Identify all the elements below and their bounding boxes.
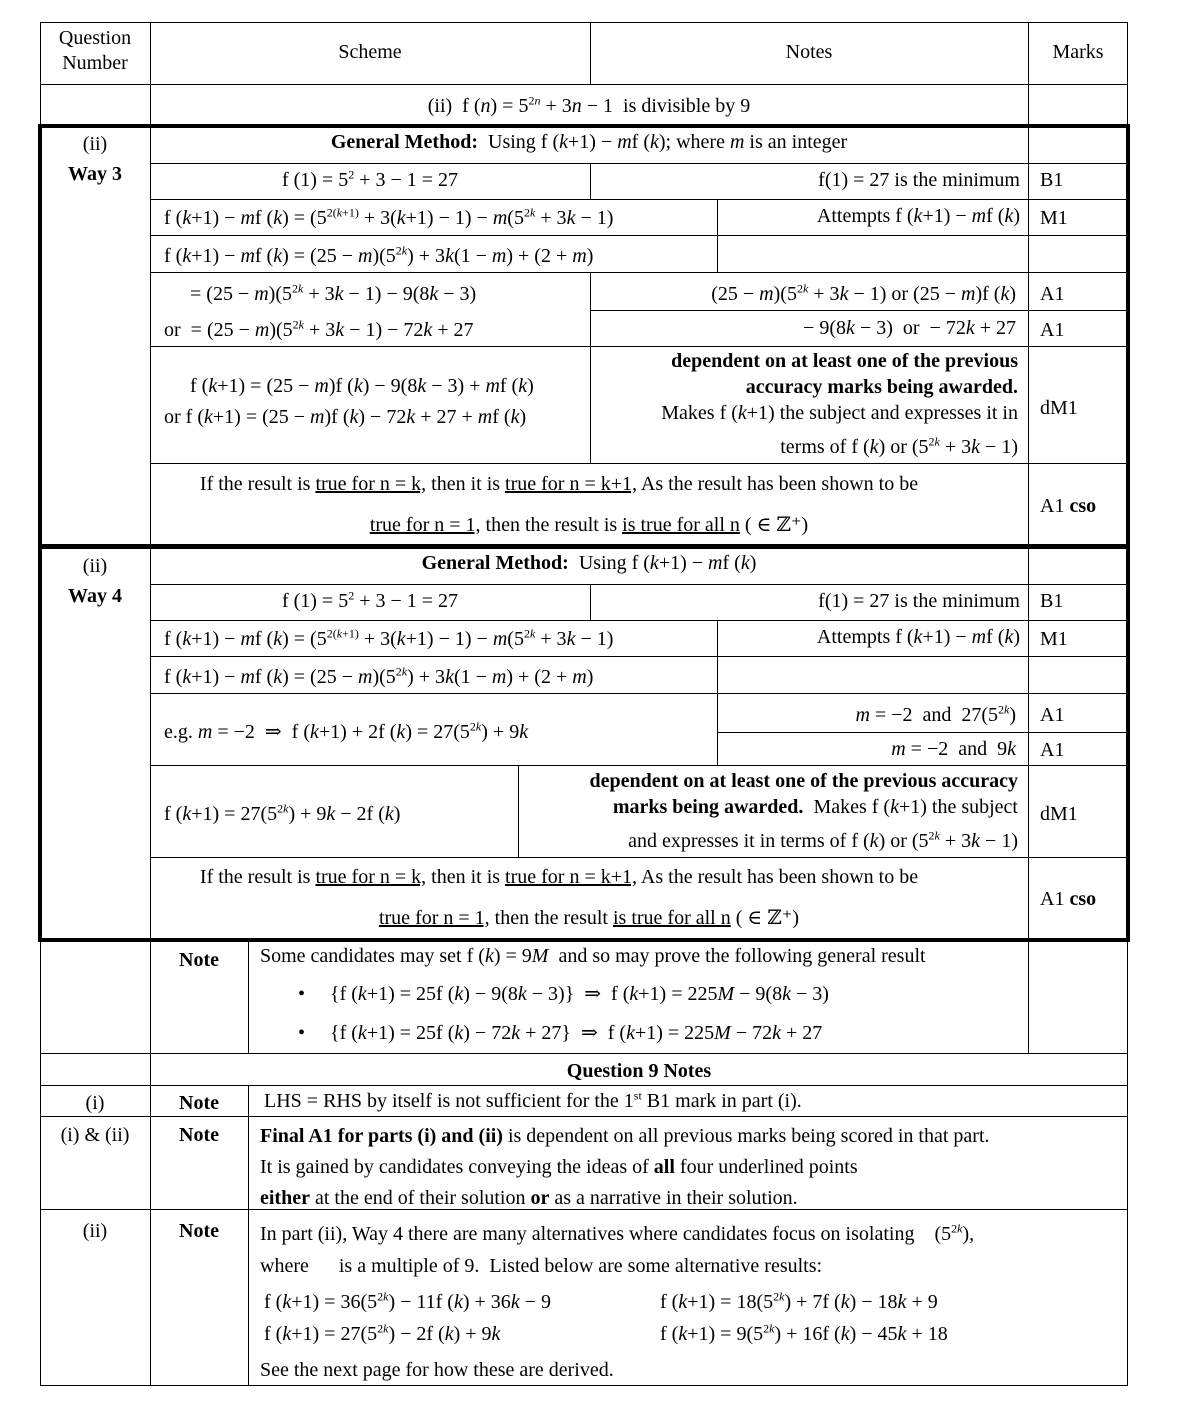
rule [1028,22,1029,1054]
way3-conclusion-text-a: If the result is [199,473,311,495]
note-3-alts-row2 [260,1318,1120,1354]
way3-conclusion-mark-a1: A1 [1040,495,1065,517]
rule [40,1209,1128,1210]
note-2-text [260,1121,1120,1214]
way3-row-expand-scheme: f (k+1) − mf $(k) = (25 - m)(5^{2k}) + 3k(1 - m) + (2 + m)$ [164,243,594,267]
note-2-line1: is dependent on all previous marks being scored in that part. [507,1125,990,1147]
note-2-line2a: It is gained by candidates conveying the ideas of [260,1156,649,1178]
general-note-label: Note [179,949,219,971]
way3-dm-note [600,348,1018,460]
way3-dm-mark: dM1 [1040,397,1078,419]
rule [150,857,1128,858]
note-3-part: (ii) [82,1220,108,1242]
way3-conclusion-point-2: true for n = k+1, [505,473,638,495]
way4-row-m1-scheme: f (k+1) − mf $(k) = (5^{2(k+1)} + 3(k+1) - 1) - m(5^{2k} + 3k - 1)$ [164,626,614,650]
way4-row-expand-scheme: f (k+1) − mf $(k) = (25 - m)(5^{2k}) + 3k(1 - m) + (2 + m)$ [164,664,594,688]
rule [40,22,41,1386]
way3-row-m1-scheme: f (k+1) − mf $(k) = (5^{2(k+1)} + 3(k+1) - 1) - m(5^{2k} + 3k - 1)$ [164,205,614,229]
rule [150,693,1128,694]
rule [590,22,591,84]
way4-conclusion-mark-a1: A1 [1040,888,1065,910]
note-3-line1: In part (ii), Way 4 there are many alternatives where candidates focus on isolating $(5^{2k})$, [260,1221,975,1245]
header-scheme: Scheme [338,41,402,63]
way4-conclusion-text-e: As the result has been shown to be [640,866,919,888]
note-3-line2: where is a multiple of 9. Listed below are some alternative results: [260,1255,823,1277]
general-note-bullet-1: • {f (k+1) = 25f (k) − 9(8k − 3)} ⇒ f (k+1) = 225M − 9(8k − 3) [298,983,829,1005]
q9-notes-title: Question 9 Notes [566,1060,712,1082]
way3-row-a1a-scheme: = $(25 - m)(5^{2k} + 3k - 1) - 9(8k - 3)$ [190,281,477,305]
way3-conclusion-point-4: is true for all n [622,514,740,536]
note-2-line3c: or [530,1187,550,1209]
way3-row-a1a-mark: A1 [1040,283,1065,305]
way4-conclusion-line1 [150,865,1028,890]
way4-dm-mark: dM1 [1040,803,1078,825]
way3-conclusion-line1 [150,472,1028,497]
note-3-text [260,1218,1120,1386]
way3-row-a1b-mark: A1 [1040,319,1065,341]
rule [150,463,1128,464]
note-1-text: LHS = RHS by itself is not sufficient for the 1st B1 mark in part (i). [264,1088,802,1112]
way3-general-method: General Method: Using f (k+1) − mf (k); where m is an integer [330,131,848,153]
note-3-alt-2: f $(k+1) = 18(5^{2k}) + 7f$ (k) − 18k + 9 [660,1289,938,1313]
note-3-alt-1: f $(k+1) = 36(5^{2k}) - 11f$ (k) + 36k − 9 [264,1289,551,1313]
note-1-label: Note [179,1092,219,1114]
way3-conclusion-mark-cso: cso [1069,495,1097,517]
way3-row-b1-note: f(1) = 27 is the minimum [818,169,1020,191]
rule [248,940,249,1053]
note-1-part: (i) [85,1092,105,1114]
general-note-bullet-2: • {f (k+1) = 25f (k) − 72k + 27} ⇒ f (k+1) = 225M − 72k + 27 [298,1022,823,1044]
note-2-line3b: at the end of their solution [314,1187,526,1209]
way4-row-b1-scheme: f $(1) = 5^2 + 3 - 1 = 27$ [281,588,459,612]
note-3-last: See the next page for how these are derived. [260,1359,614,1381]
way3-row-m1-mark: M1 [1040,207,1068,229]
way3-conclusion [150,472,1028,538]
rule [248,1085,249,1385]
way3-conclusion-line2 [150,513,1028,538]
note-2-line3a: either [260,1187,310,1209]
rule [150,765,1128,766]
way4-conclusion-text-c: then it is [431,866,501,888]
rule [717,620,718,765]
way3-dm-note-line1: Makes f (k+1) the subject and expresses it in [661,402,1018,424]
way4-conclusion-line2 [150,906,1028,931]
way4-label: Way 4 [68,585,122,607]
rule [150,656,1128,657]
way3-conclusion-text-e: As the result has been shown to be [640,473,919,495]
rule [717,732,1128,733]
way3-dm-note-bold: dependent on at least one of the previous accuracy marks being awarded. [671,350,1018,398]
note-2-part: (i) & (ii) [60,1124,130,1146]
way4-general-method-bold: General Method: [421,552,569,574]
rule [40,1085,1128,1086]
way3-dm-note-line2: terms of f (k) or $(5^{2k} + 3k - 1)$ [780,434,1018,458]
header-question-number-text: Question Number [58,27,132,74]
note-3-label: Note [179,1220,219,1242]
way4-dm-note-bold: dependent on at least one of the previous accuracy marks being awarded. [589,770,1018,818]
rule [40,1116,1128,1117]
way4-eg-note-2: m = −2 and 9k [891,738,1016,760]
rule [590,272,591,463]
way3-row-a1b-note: − 9(8k − 3) or − 72k + 27 [803,317,1016,339]
rule [150,584,1128,585]
way4-row-m1-mark: M1 [1040,628,1068,650]
rule [150,272,1128,273]
rule [40,1385,1128,1386]
way3-dm-scheme-line1: f (k+1) = (25 − m)f (k) − 9(8k − 3) + mf (k) [190,375,534,397]
way3-general-method-bold: General Method: [330,131,478,153]
way4-dm-note-line2: and expresses it in terms of f (k) or $(5^{2k} + 3k - 1)$ [628,828,1018,852]
header-question-number [40,26,150,84]
rule [150,163,1128,164]
way4-conclusion-point-3: true for n = 1, [378,907,490,929]
way3-row-a1a-note: $(25 - m)(5^{2k} + 3k - 1)$ or (25 − m)f (k) [711,281,1016,305]
way3-conclusion-point-3: true for n = 1, [369,514,481,536]
note-2-line2c: four underlined points [679,1156,858,1178]
way4-general-method: General Method: Using f (k+1) − mf (k) [421,552,757,574]
way4-dm-scheme: f $(k+1) = 27(5^{2k}) + 9k - 2f$ (k) [164,801,401,825]
rule [1127,22,1128,1386]
way4-dm-note-line1: Makes f (k+1) the subject [808,796,1018,818]
way4-eg-mark-2: A1 [1040,739,1065,761]
rule [150,22,151,1386]
way3-row-m1-note: Attempts f (k+1) − mf (k) [816,205,1020,227]
way3-conclusion-mark [1040,494,1096,519]
way3-row-b1-mark: B1 [1040,169,1064,191]
way4-row-m1-note: Attempts f (k+1) − mf (k) [816,626,1020,648]
way4-conclusion-mark-cso: cso [1069,888,1097,910]
way4-conclusion-mark [1040,887,1096,912]
rule [150,235,1128,236]
way4-conclusion-text-b2: then the result [494,907,608,929]
rule [40,22,1128,23]
note-2-line2b: all [653,1156,675,1178]
question-statement: (ii) f $(n) = 5^{2n} + 3n - 1$ is divisible by 9 [427,93,751,117]
way4-eg-scheme: e.g. m = −2 ⇒ f (k+1) + 2f $(k) = 27(5^{2k}) + 9k$ [164,719,529,743]
note-2-bold: Final A1 for parts (i) and (ii) [260,1125,503,1147]
way4-conclusion-point-1: true for n = k, [315,866,427,888]
way4-conclusion-domain: ( ∈ ℤ⁺) [735,907,800,929]
way3-conclusion-point-1: true for n = k, [315,473,427,495]
way3-conclusion-domain: ( ∈ ℤ⁺) [744,514,809,536]
header-marks: Marks [1052,41,1104,63]
rule [590,163,591,199]
way4-conclusion-text-a: If the result is [199,866,311,888]
note-2-line3d: as a narrative in their solution. [554,1187,798,1209]
rule [518,765,519,857]
rule [717,199,718,272]
way3-dm-scheme [164,374,590,430]
header-notes: Notes [785,41,833,63]
way4-conclusion [150,865,1028,931]
way3-row-a1b-scheme: or = $(25 - m)(5^{2k} + 3k - 1) - 72k + 27$ [164,317,474,341]
way4-eg-note-1: m = −2 and $27(5^{2k})$ [855,702,1016,726]
rule [40,1053,1128,1054]
way4-row-b1-mark: B1 [1040,590,1064,612]
way3-part: (ii) [82,133,108,155]
rule [150,199,1128,200]
way3-dm-scheme-line2: or f (k+1) = (25 − m)f (k) − 72k + 27 + mf (k) [164,406,527,428]
note-3-alt-4: f $(k+1) = 9(5^{2k}) + 16f$ (k) − 45k + 18 [660,1321,948,1345]
way3-label: Way 3 [68,163,122,185]
rule [150,620,1128,621]
way4-conclusion-point-4: is true for all n [612,907,731,929]
way3-conclusion-text-c: then it is [431,473,501,495]
way4-conclusion-point-2: true for n = k+1, [505,866,638,888]
way4-eg-mark-1: A1 [1040,704,1065,726]
note-3-alt-3: f $(k+1) = 27(5^{2k}) - 2f$ (k) + 9k [264,1321,501,1345]
way4-part: (ii) [82,555,108,577]
way3-row-b1-scheme: f $(1) = 5^2 + 3 - 1 = 27$ [281,167,459,191]
rule [590,310,1128,311]
rule [40,84,1128,85]
way3-conclusion-text-b2: then the result is [485,514,618,536]
note-2-label: Note [179,1124,219,1146]
rule [590,584,591,620]
way4-dm-note [530,768,1018,854]
general-note-text: Some candidates may set f (k) = 9M and so may prove the following general result [260,945,926,967]
rule [150,346,1128,347]
way4-row-b1-note: f(1) = 27 is the minimum [818,590,1020,612]
note-3-alts-row1 [260,1282,1120,1318]
